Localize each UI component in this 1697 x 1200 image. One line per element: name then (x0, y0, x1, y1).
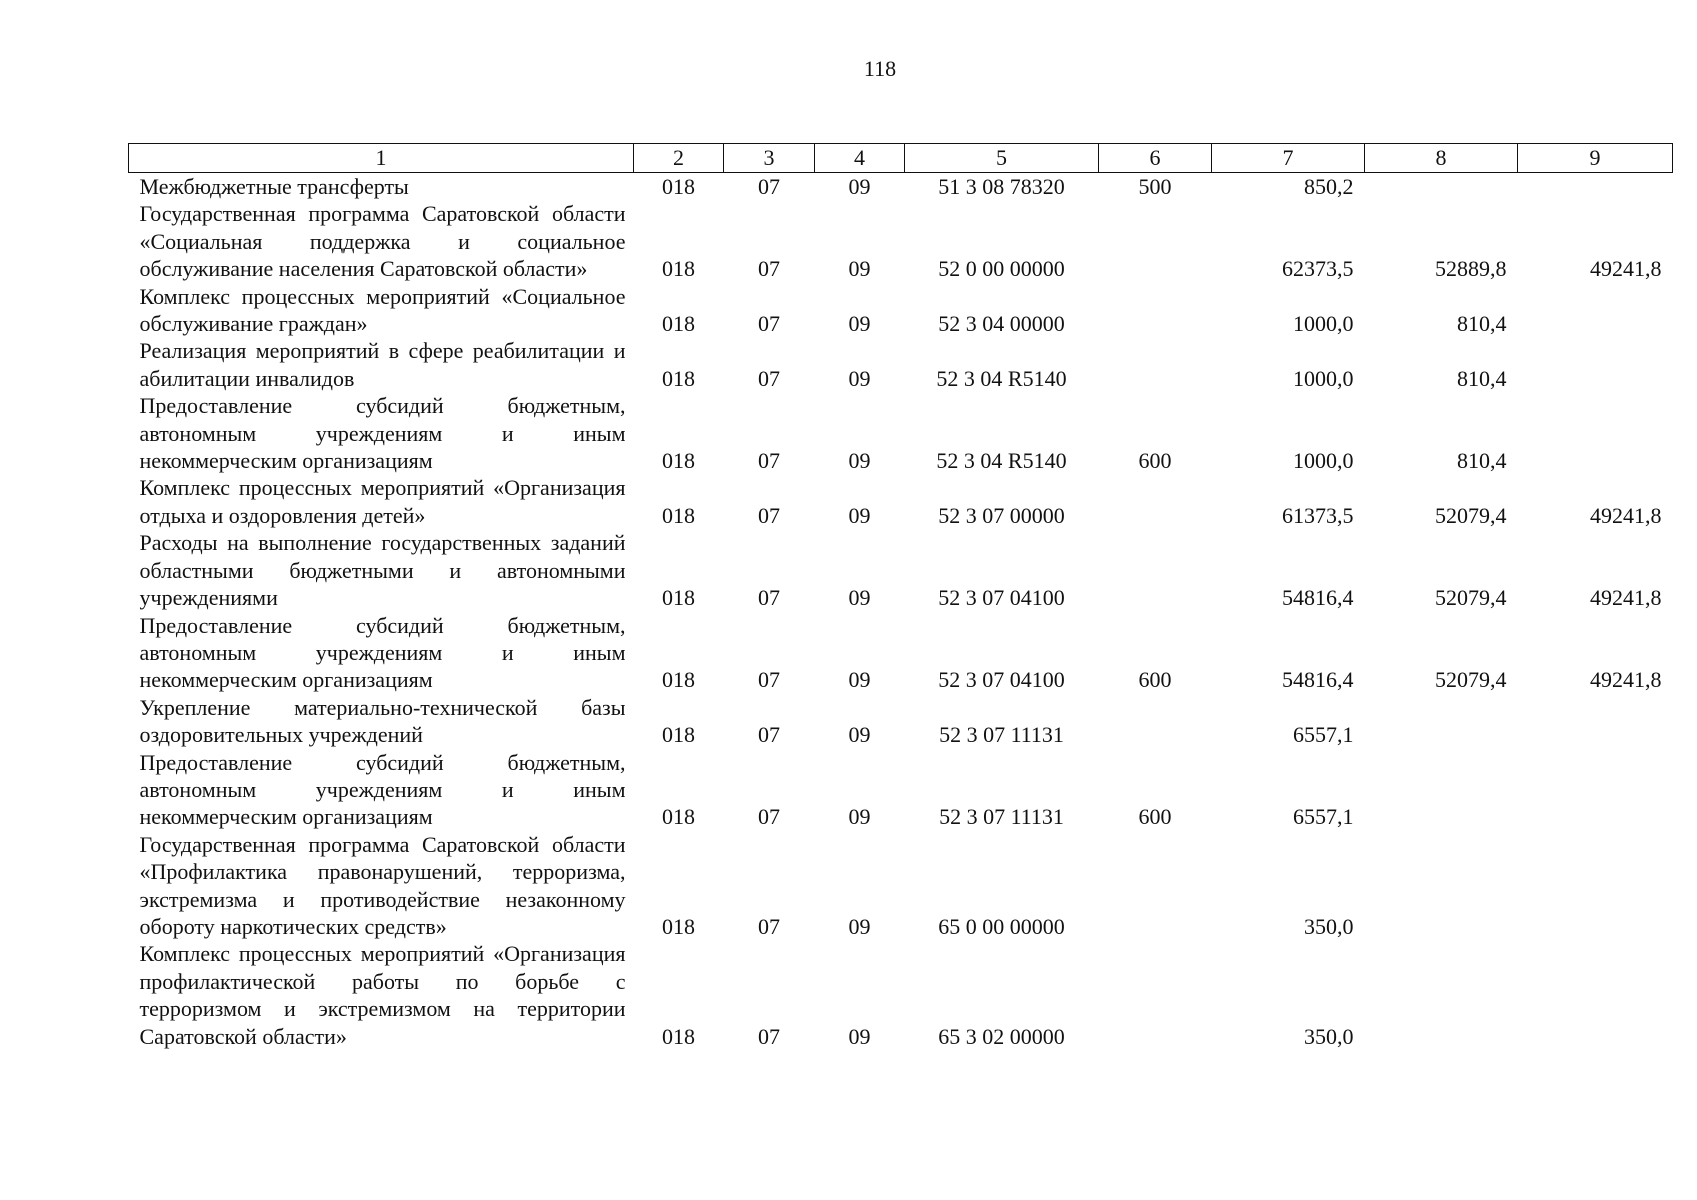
table-row (129, 200, 1673, 282)
subsection-cell: 09 (848, 311, 871, 337)
amount-cell: 810,4 (1457, 365, 1507, 391)
column-header: 9 (1518, 144, 1673, 173)
code-cell: 018 (662, 256, 695, 282)
amount-cell: 810,4 (1457, 311, 1507, 337)
column-header: 6 (1099, 144, 1212, 173)
section-cell: 07 (758, 667, 780, 693)
amount-cell (1365, 749, 1518, 831)
amount-cell: 350,0 (1304, 1023, 1354, 1049)
table-row (129, 392, 1673, 474)
section-cell: 07 (758, 804, 780, 830)
column-header: 3 (724, 144, 815, 173)
table-row (129, 283, 1673, 338)
expense-type-cell: 500 (1138, 174, 1172, 199)
amount-cell: 810,4 (1457, 448, 1507, 474)
amount-cell: 850,2 (1304, 174, 1354, 199)
code-cell: 018 (662, 913, 695, 939)
column-header: 1 (129, 144, 634, 173)
amount-cell: 1000,0 (1293, 448, 1354, 474)
row-name-cell: Предоставление субсидий бюджетным, автономным учреждениям и иным некоммерческим организациям (139, 612, 626, 693)
amount-cell (1365, 831, 1518, 941)
target-article-cell: 51 3 08 78320 (938, 174, 1065, 199)
budget-table (128, 143, 1673, 1050)
section-cell: 07 (758, 365, 780, 391)
amount-cell: 52079,4 (1435, 667, 1507, 693)
expense-type-cell (1099, 283, 1212, 338)
amount-cell: 350,0 (1304, 913, 1354, 939)
subsection-cell: 09 (848, 448, 871, 474)
amount-cell (1518, 392, 1673, 474)
amount-cell: 49241,8 (1590, 256, 1662, 282)
target-article-cell: 52 0 00 00000 (938, 256, 1065, 282)
target-article-cell: 52 3 04 R5140 (936, 365, 1067, 391)
row-name-cell: Предоставление субсидий бюджетным, автономным учреждениям и иным некоммерческим организациям (139, 749, 626, 830)
row-name-cell: Предоставление субсидий бюджетным, автономным учреждениям и иным некоммерческим организациям (139, 393, 626, 474)
table-row (129, 612, 1673, 694)
code-cell: 018 (662, 311, 695, 337)
column-header: 8 (1365, 144, 1518, 173)
section-cell: 07 (758, 256, 780, 282)
table-row (129, 529, 1673, 611)
subsection-cell: 09 (848, 365, 871, 391)
table-row (129, 940, 1673, 1050)
code-cell: 018 (662, 365, 695, 391)
table-row (129, 749, 1673, 831)
amount-cell: 6557,1 (1293, 722, 1354, 748)
amount-cell (1365, 694, 1518, 749)
amount-cell: 54816,4 (1282, 667, 1354, 693)
amount-cell: 49241,8 (1590, 502, 1662, 528)
column-header-row (129, 144, 1673, 173)
amount-cell: 1000,0 (1293, 311, 1354, 337)
subsection-cell: 09 (848, 804, 871, 830)
amount-cell: 62373,5 (1282, 256, 1354, 282)
amount-cell: 54816,4 (1282, 585, 1354, 611)
code-cell: 018 (662, 448, 695, 474)
page-number: 118 (863, 56, 897, 81)
target-article-cell: 52 3 07 11131 (939, 804, 1064, 830)
column-header: 5 (905, 144, 1099, 173)
row-name-cell: Комплекс процессных мероприятий «Организация профилактической работы по борьбе с терроризмом и экстремизмом на территории Саратовской области» (139, 941, 626, 1049)
subsection-cell: 09 (848, 585, 871, 611)
table-row (129, 474, 1673, 529)
amount-cell (1365, 940, 1518, 1050)
target-article-cell: 65 0 00 00000 (938, 913, 1065, 939)
expense-type-cell: 600 (1138, 667, 1172, 693)
amount-cell: 52889,8 (1435, 256, 1507, 282)
subsection-cell: 09 (848, 1023, 871, 1049)
amount-cell: 52079,4 (1435, 502, 1507, 528)
amount-cell (1518, 337, 1673, 392)
subsection-cell: 09 (848, 502, 871, 528)
code-cell: 018 (662, 174, 695, 199)
expense-type-cell (1099, 529, 1212, 611)
amount-cell (1518, 749, 1673, 831)
amount-cell: 49241,8 (1590, 667, 1662, 693)
code-cell: 018 (662, 1023, 695, 1049)
section-cell: 07 (758, 502, 780, 528)
target-article-cell: 52 3 07 00000 (938, 502, 1065, 528)
expense-type-cell (1099, 694, 1212, 749)
table-row (129, 694, 1673, 749)
expense-type-cell (1099, 337, 1212, 392)
amount-cell: 61373,5 (1282, 502, 1354, 528)
section-cell: 07 (758, 174, 780, 199)
amount-cell (1518, 831, 1673, 941)
section-cell: 07 (758, 448, 780, 474)
row-name-cell: Укрепление материально-технической базы оздоровительных учреждений (139, 694, 626, 748)
code-cell: 018 (662, 502, 695, 528)
target-article-cell: 52 3 07 04100 (938, 585, 1065, 611)
amount-cell: 6557,1 (1293, 804, 1354, 830)
target-article-cell: 52 3 04 R5140 (936, 448, 1067, 474)
code-cell: 018 (662, 722, 695, 748)
target-article-cell: 65 3 02 00000 (938, 1023, 1065, 1049)
row-name-cell: Реализация мероприятий в сфере реабилитации и абилитации инвалидов (139, 338, 626, 391)
row-name-cell: Государственная программа Саратовской области «Социальная поддержка и социальное обслуживание населения Саратовской области» (139, 201, 626, 282)
expense-type-cell: 600 (1138, 448, 1172, 474)
subsection-cell: 09 (848, 667, 871, 693)
amount-cell (1518, 694, 1673, 749)
subsection-cell: 09 (848, 256, 871, 282)
row-name-cell: Государственная программа Саратовской области «Профилактика правонарушений, терроризма, экстремизма и противодействие незаконному обороту наркотических средств» (139, 831, 626, 939)
target-article-cell: 52 3 07 04100 (938, 667, 1065, 693)
amount-cell (1518, 173, 1673, 201)
code-cell: 018 (662, 804, 695, 830)
amount-cell (1518, 283, 1673, 338)
amount-cell: 1000,0 (1293, 365, 1354, 391)
target-article-cell: 52 3 07 11131 (939, 722, 1064, 748)
table-body (129, 173, 1673, 1051)
column-header: 4 (815, 144, 905, 173)
row-name-cell: Межбюджетные трансферты (139, 174, 409, 199)
row-name-cell: Комплекс процессных мероприятий «Организация отдыха и оздоровления детей» (139, 475, 626, 528)
target-article-cell: 52 3 04 00000 (938, 311, 1065, 337)
section-cell: 07 (758, 311, 780, 337)
subsection-cell: 09 (848, 174, 871, 199)
expense-type-cell: 600 (1138, 804, 1172, 830)
section-cell: 07 (758, 722, 780, 748)
amount-cell (1518, 940, 1673, 1050)
expense-type-cell (1099, 474, 1212, 529)
code-cell: 018 (662, 585, 695, 611)
code-cell: 018 (662, 667, 695, 693)
amount-cell: 49241,8 (1590, 585, 1662, 611)
amount-cell (1365, 173, 1518, 201)
column-header: 7 (1212, 144, 1365, 173)
expense-type-cell (1099, 831, 1212, 941)
expense-type-cell (1099, 200, 1212, 282)
row-name-cell: Расходы на выполнение государственных заданий областными бюджетными и автономными учреждениями (139, 530, 626, 611)
table-row (129, 337, 1673, 392)
amount-cell: 52079,4 (1435, 585, 1507, 611)
table-row (129, 831, 1673, 941)
subsection-cell: 09 (848, 913, 871, 939)
subsection-cell: 09 (848, 722, 871, 748)
section-cell: 07 (758, 585, 780, 611)
section-cell: 07 (758, 913, 780, 939)
section-cell: 07 (758, 1023, 780, 1049)
row-name-cell: Комплекс процессных мероприятий «Социальное обслуживание граждан» (139, 283, 626, 337)
column-header: 2 (634, 144, 724, 173)
table-row (129, 173, 1673, 201)
expense-type-cell (1099, 940, 1212, 1050)
